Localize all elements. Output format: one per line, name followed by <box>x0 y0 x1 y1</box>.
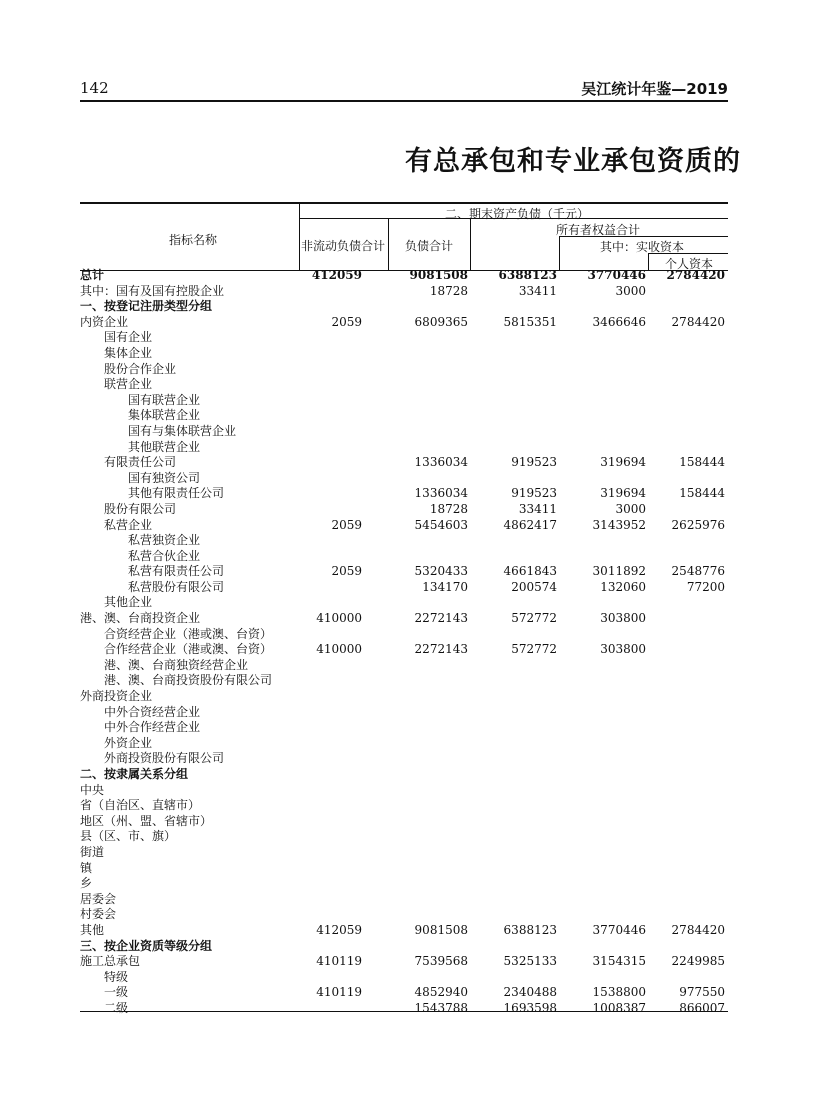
cell-total-liabilities: 1543788 <box>414 1000 468 1015</box>
header-divider <box>559 236 560 270</box>
cell-personal-capital: 2784420 <box>666 268 725 282</box>
table-row <box>80 440 728 456</box>
cell-equity-total: 5815351 <box>503 314 557 329</box>
row-label: 省（自治区、直辖市） <box>80 798 201 813</box>
cell-noncurrent-liabilities: 412059 <box>316 922 362 937</box>
cell-personal-capital: 77200 <box>686 579 725 594</box>
table-row <box>80 408 728 424</box>
cell-equity-total: 919523 <box>511 486 557 501</box>
table-row <box>80 658 728 674</box>
group-header-label: 二、期末资产负债（千元） <box>445 207 590 221</box>
cell-paid-in-capital: 132060 <box>600 579 646 594</box>
cell-noncurrent-liabilities: 410000 <box>316 611 362 626</box>
table-header <box>80 202 728 271</box>
cell-paid-in-capital: 3770446 <box>592 922 646 937</box>
row-label: 国有联营企业 <box>128 392 201 407</box>
cell-total-liabilities: 18728 <box>429 501 468 516</box>
table-row <box>80 705 728 721</box>
cell-paid-in-capital: 3770446 <box>587 268 646 282</box>
table-row <box>80 611 728 627</box>
cell-paid-in-capital: 303800 <box>600 642 646 657</box>
table-row <box>80 471 728 487</box>
row-label: 镇 <box>80 860 93 875</box>
row-label: 县（区、市、旗） <box>80 829 177 844</box>
row-label: 私营股份有限公司 <box>128 579 225 594</box>
cell-paid-in-capital: 3154315 <box>592 954 646 969</box>
table-row <box>80 330 728 346</box>
table-row <box>80 377 728 393</box>
row-label: 私营独资企业 <box>128 533 201 548</box>
table-row <box>80 564 728 580</box>
table-row <box>80 595 728 611</box>
cell-equity-total: 4862417 <box>503 517 557 532</box>
table-row <box>80 642 728 658</box>
cell-paid-in-capital: 3466646 <box>592 314 646 329</box>
column-header-noncurrent-liabilities: 非流动负债合计 <box>301 239 386 253</box>
cell-total-liabilities: 2272143 <box>414 611 468 626</box>
cell-total-liabilities: 1336034 <box>414 455 468 470</box>
table-row <box>80 720 728 736</box>
row-label: 一、按登记注册类型分组 <box>80 299 213 314</box>
row-label: 中央 <box>80 782 105 797</box>
row-label: 股份有限公司 <box>104 501 177 516</box>
cell-noncurrent-liabilities: 2059 <box>331 314 362 329</box>
cell-total-liabilities: 5320433 <box>414 564 468 579</box>
row-label: 特级 <box>104 969 129 984</box>
cell-equity-total: 4661843 <box>503 564 557 579</box>
row-label: 合资经营企业（港或澳、台资） <box>104 626 273 641</box>
cell-paid-in-capital: 1538800 <box>592 985 646 1000</box>
table-row <box>80 627 728 643</box>
table-row <box>80 393 728 409</box>
row-label: 村委会 <box>80 907 117 922</box>
cell-equity-total: 2340488 <box>503 985 557 1000</box>
cell-personal-capital: 2784420 <box>671 922 725 937</box>
cell-total-liabilities: 18728 <box>429 283 468 298</box>
header-divider <box>388 218 389 270</box>
row-label: 集体联营企业 <box>128 408 201 423</box>
table-row <box>80 876 728 892</box>
cell-paid-in-capital: 3011892 <box>592 564 646 579</box>
cell-total-liabilities: 4852940 <box>414 985 468 1000</box>
cell-equity-total: 33411 <box>518 501 557 516</box>
cell-paid-in-capital: 1008387 <box>592 1000 646 1015</box>
row-label: 地区（州、盟、省辖市） <box>80 813 213 828</box>
cell-total-liabilities: 6809365 <box>414 314 468 329</box>
cell-personal-capital: 2249985 <box>671 954 725 969</box>
table-row <box>80 845 728 861</box>
table-row <box>80 829 728 845</box>
table-row <box>80 736 728 752</box>
table-bottom-rule <box>80 1011 728 1012</box>
table-row <box>80 549 728 565</box>
table-row <box>80 751 728 767</box>
book-title: 吴江统计年鉴—2019 <box>581 80 728 98</box>
table-row <box>80 814 728 830</box>
table-row <box>80 486 728 502</box>
row-label: 其中：国有及国有控股企业 <box>80 283 225 298</box>
column-header-total-liabilities: 负债合计 <box>405 239 454 253</box>
row-label: 内资企业 <box>80 314 129 329</box>
row-label: 施工总承包 <box>80 954 141 969</box>
row-label: 二级 <box>104 1000 129 1015</box>
cell-paid-in-capital: 3000 <box>615 283 646 298</box>
cell-total-liabilities: 5454603 <box>414 517 468 532</box>
row-label: 集体企业 <box>104 345 153 360</box>
header-divider <box>299 204 300 270</box>
row-label: 中外合作经营企业 <box>104 720 201 735</box>
column-header-personal-capital: 个人资本 <box>665 257 714 271</box>
row-label: 乡 <box>80 876 93 891</box>
table-row <box>80 424 728 440</box>
cell-total-liabilities: 9081508 <box>409 268 468 282</box>
table-row <box>80 954 728 970</box>
cell-equity-total: 919523 <box>511 455 557 470</box>
cell-noncurrent-liabilities: 412059 <box>311 268 362 282</box>
row-label: 其他 <box>80 922 105 937</box>
table-row <box>80 689 728 705</box>
table-row <box>80 580 728 596</box>
row-label: 私营合伙企业 <box>128 548 201 563</box>
cell-noncurrent-liabilities: 2059 <box>331 517 362 532</box>
cell-total-liabilities: 134170 <box>422 579 468 594</box>
row-label: 居委会 <box>80 891 117 906</box>
row-label: 港、澳、台商投资股份有限公司 <box>104 673 273 688</box>
table-row <box>80 970 728 986</box>
row-label: 有限责任公司 <box>104 455 177 470</box>
table-row <box>80 892 728 908</box>
cell-equity-total: 200574 <box>511 579 557 594</box>
table-row <box>80 985 728 1001</box>
row-label: 联营企业 <box>104 377 153 392</box>
cell-equity-total: 1693598 <box>503 1000 557 1015</box>
table-row <box>80 518 728 534</box>
table-row <box>80 1001 728 1017</box>
cell-personal-capital: 2548776 <box>671 564 725 579</box>
table-row <box>80 939 728 955</box>
cell-paid-in-capital: 303800 <box>600 611 646 626</box>
table-row <box>80 502 728 518</box>
cell-personal-capital: 158444 <box>679 486 725 501</box>
table-row <box>80 455 728 471</box>
row-label: 国有独资公司 <box>128 470 201 485</box>
row-label: 股份合作企业 <box>104 361 177 376</box>
column-header-equity-total: 所有者权益合计 <box>556 223 641 237</box>
row-label: 三、按企业资质等级分组 <box>80 938 213 953</box>
cell-personal-capital: 866007 <box>679 1000 725 1015</box>
row-label: 总计 <box>80 268 105 282</box>
row-label: 港、澳、台商投资企业 <box>80 611 201 626</box>
row-label: 合作经营企业（港或澳、台资） <box>104 642 273 657</box>
table-row <box>80 362 728 378</box>
column-header-paid-in-capital: 其中：实收资本 <box>600 240 685 254</box>
table-row <box>80 268 728 284</box>
row-label: 外资企业 <box>104 735 153 750</box>
cell-paid-in-capital: 3000 <box>615 501 646 516</box>
cell-personal-capital: 2784420 <box>671 314 725 329</box>
table-row <box>80 861 728 877</box>
row-label: 其他有限责任公司 <box>128 486 225 501</box>
cell-total-liabilities: 2272143 <box>414 642 468 657</box>
cell-paid-in-capital: 3143952 <box>592 517 646 532</box>
cell-noncurrent-liabilities: 410000 <box>316 642 362 657</box>
row-label: 二、按隶属关系分组 <box>80 767 189 781</box>
row-label: 国有企业 <box>104 330 153 345</box>
row-label: 街道 <box>80 844 105 859</box>
table-row <box>80 907 728 923</box>
row-label: 中外合资经营企业 <box>104 704 201 719</box>
header-divider <box>470 218 471 270</box>
cell-equity-total: 33411 <box>518 283 557 298</box>
row-label: 私营企业 <box>104 517 153 532</box>
table-row <box>80 798 728 814</box>
header-rule <box>80 100 728 102</box>
cell-equity-total: 6388123 <box>498 268 557 282</box>
table-title: 有总承包和专业承包资质的 <box>405 146 741 177</box>
table-row <box>80 299 728 315</box>
table-row <box>80 783 728 799</box>
table-row <box>80 346 728 362</box>
row-label: 私营有限责任公司 <box>128 564 225 579</box>
table-row <box>80 315 728 331</box>
cell-equity-total: 572772 <box>511 611 557 626</box>
cell-equity-total: 6388123 <box>503 922 557 937</box>
page-number: 142 <box>80 79 109 97</box>
table-row <box>80 767 728 783</box>
row-label: 一级 <box>104 985 129 1000</box>
cell-paid-in-capital: 319694 <box>600 455 646 470</box>
row-label: 港、澳、台商独资经营企业 <box>104 657 249 672</box>
cell-personal-capital: 2625976 <box>671 517 725 532</box>
cell-noncurrent-liabilities: 410119 <box>316 954 362 969</box>
table-row <box>80 533 728 549</box>
row-header-label: 指标名称 <box>169 233 218 247</box>
cell-equity-total: 572772 <box>511 642 557 657</box>
cell-total-liabilities: 7539568 <box>414 954 468 969</box>
table-row <box>80 673 728 689</box>
cell-noncurrent-liabilities: 2059 <box>331 564 362 579</box>
cell-equity-total: 5325133 <box>503 954 557 969</box>
row-label: 外商投资股份有限公司 <box>104 751 225 766</box>
table-row <box>80 284 728 300</box>
cell-personal-capital: 977550 <box>679 985 725 1000</box>
cell-total-liabilities: 1336034 <box>414 486 468 501</box>
table-row <box>80 923 728 939</box>
cell-total-liabilities: 9081508 <box>414 922 468 937</box>
table-body <box>80 268 728 1017</box>
row-label: 其他企业 <box>104 595 153 610</box>
row-label: 外商投资企业 <box>80 689 153 704</box>
cell-noncurrent-liabilities: 410119 <box>316 985 362 1000</box>
cell-personal-capital: 158444 <box>679 455 725 470</box>
row-label: 国有与集体联营企业 <box>128 423 237 438</box>
row-label: 其他联营企业 <box>128 439 201 454</box>
cell-paid-in-capital: 319694 <box>600 486 646 501</box>
